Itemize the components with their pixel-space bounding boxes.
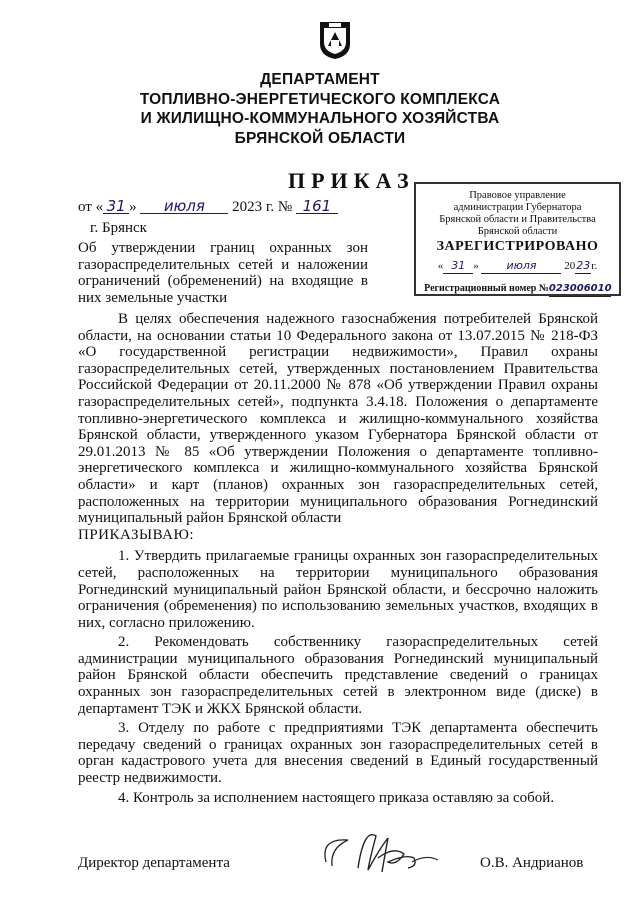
stamp-line: администрации Губернатора bbox=[453, 202, 582, 213]
from-prefix: от « bbox=[78, 199, 104, 215]
coat-of-arms-emblem bbox=[318, 20, 352, 60]
stamp-date-open: « bbox=[437, 260, 444, 272]
document-title: ПРИКАЗ bbox=[288, 168, 415, 193]
registration-stamp bbox=[414, 182, 621, 296]
date-number-line bbox=[78, 199, 338, 216]
stamp-handwritten-reg-number: 023006010 bbox=[549, 282, 611, 297]
header-line: ДЕПАРТАМЕНТ bbox=[260, 71, 380, 88]
signer-position: Директор департамента bbox=[78, 855, 230, 871]
stamp-handwritten-day: 31 bbox=[443, 259, 473, 274]
stamp-reg-number bbox=[416, 282, 619, 297]
stamp-line: Правовое управление bbox=[469, 190, 566, 201]
document-body bbox=[78, 311, 598, 809]
stamp-handwritten-month: июля bbox=[481, 259, 561, 274]
handwritten-signature bbox=[318, 818, 448, 888]
number-label: № bbox=[277, 199, 293, 215]
city: г. Брянск bbox=[90, 220, 147, 236]
order-items bbox=[78, 548, 598, 806]
handwritten-month: июля bbox=[140, 199, 228, 214]
header-line: И ЖИЛИЩНО-КОММУНАЛЬНОГО ХОЗЯЙСТВА bbox=[140, 110, 500, 127]
stamp-line: Брянской области bbox=[477, 226, 558, 237]
stamp-year-prefix: 20 bbox=[564, 260, 576, 272]
stamp-year-end: г. bbox=[591, 260, 598, 272]
year-text: 2023 г. bbox=[232, 199, 275, 215]
stamp-date-close: » bbox=[473, 260, 479, 272]
order-item: 1. Утвердить прилагаемые границы охранных зон газораспределительных сетей, расположенных на территории муниципального образования Рогнединский муниципальный район Брянской области, и бессрочно наложить ограничения (обременения) по использованию земельных участков, входящих в них, согласно приложению. bbox=[78, 548, 598, 631]
stamp-reg-label: Регистрационный номер № bbox=[424, 283, 549, 294]
header-line: ТОПЛИВНО-ЭНЕРГЕТИЧЕСКОГО КОМПЛЕКСА bbox=[139, 90, 501, 108]
stamp-line: Брянской области и Правительства bbox=[439, 214, 596, 225]
quote-close: » bbox=[129, 199, 137, 215]
stamp-handwritten-year: 23 bbox=[576, 259, 591, 272]
stamp-registered: ЗАРЕГИСТРИРОВАНО bbox=[436, 239, 599, 254]
stamp-date bbox=[416, 259, 619, 274]
handwritten-day: 31 bbox=[103, 199, 129, 214]
order-word: ПРИКАЗЫВАЮ: bbox=[78, 526, 195, 543]
order-item: 2. Рекомендовать собственнику газораспределительных сетей администрации муниципального образования Рогнединский муниципальный район Брянской области обеспечить представление сведений о границах охранных зон газораспределительных сетей в электронном виде (диске) в департамент ТЭК и ЖКХ Брянской области. bbox=[78, 634, 598, 717]
signer-name: О.В. Андрианов bbox=[480, 855, 584, 871]
handwritten-number: 161 bbox=[296, 199, 338, 214]
header-line: БРЯНСКОЙ ОБЛАСТИ bbox=[234, 129, 406, 147]
department-header bbox=[0, 70, 640, 148]
preamble-paragraph: В целях обеспечения надежного газоснабжения потребителей Брянской области, на основании статьи 10 Федерального закона от 13.07.2015 № 218-ФЗ «О государственной регистрации недвижимости», Правил охраны газораспределительных сетей, утвержденных постановлением Правительства Российской Федерации от 20.11.2000 № 878 «Об утверждении Правил охраны газораспределительных сетей», подпункта 3.4.18. Положения о департаменте топливно-энергетического комплекса и жилищно-коммунального хозяйства Брянской области, утвержденного указом Губернатора Брянской области от 29.01.2013 № 85 «Об утверждении Положения о департаменте топливно-энергетического комплекса и жилищно-коммунального хозяйства Брянской области» и карт (планов) охранных зон газораспределительных сетей, расположенных на территории муниципального образования Рогнединский муниципальный район Брянской области bbox=[78, 311, 598, 527]
order-item: 4. Контроль за исполнением настоящего приказа оставляю за собой. bbox=[118, 789, 555, 806]
order-item: 3. Отделу по работе с предприятиями ТЭК департамента обеспечить передачу сведений о границах охранных зон газораспределительных сетей в орган кадастрового учета для внесения сведений в Единый государственный реестр недвижимости. bbox=[78, 720, 598, 787]
document-subject: Об утверждении границ охранных зон газораспределительных сетей и наложении ограничений (обременений) на входящие в них земельные участки bbox=[78, 240, 368, 306]
